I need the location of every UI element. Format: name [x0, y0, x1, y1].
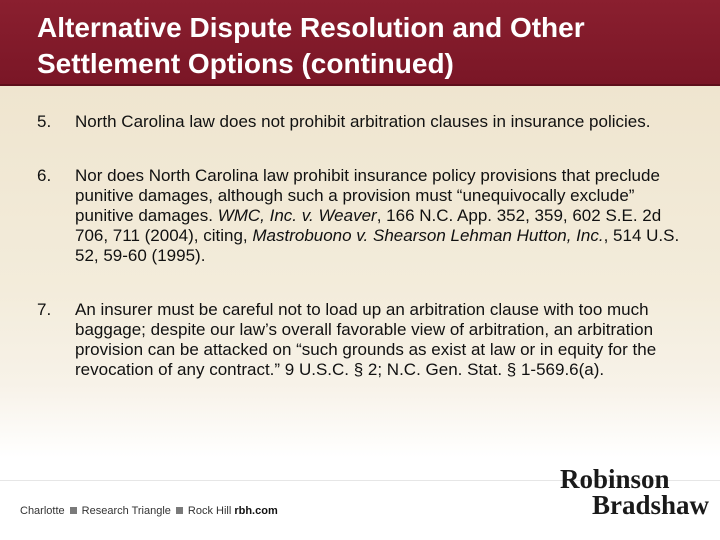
slide-title	[37, 10, 707, 82]
item-text-part-b: , 166 N.C. App. 352, 359, 602 S.E. 2d 706, 711 (2004), citing,	[75, 206, 662, 245]
item-number: 7.	[37, 300, 52, 319]
item-text: North Carolina law does not prohibit arbitration clauses in insurance policies.	[75, 112, 651, 131]
item-number: 6.	[37, 166, 52, 185]
logo-line-1: Robinson	[560, 464, 670, 494]
city-rock-hill: Rock Hill	[187, 505, 232, 517]
item-text-part-c: , 514 U.S. 52, 59-60 (1995).	[75, 226, 680, 265]
title-bar	[0, 0, 720, 86]
bullet-square-icon	[70, 507, 77, 514]
item-text	[75, 166, 685, 266]
item-number: 5.	[37, 112, 52, 131]
item-text-part-a: Nor does North Carolina law prohibit insurance policy provisions that preclude punitive damages, although such a provision must “unequivocally exclude” punitive damages.	[75, 166, 660, 225]
case-citation-1: WMC, Inc. v. Weaver	[217, 206, 377, 225]
logo-line-2: Bradshaw	[592, 490, 710, 520]
item-text: An insurer must be careful not to load up an arbitration clause with too much baggage; despite our law’s overall favorable view of arbitration, an arbitration provision can be attacked on “such grounds as exist at law or in equity for the revocation of any contract.” 9 U.S.C. § 2; N.C. Gen. Stat. § 1-569.6(a).	[75, 300, 657, 379]
city-charlotte: Charlotte	[20, 505, 65, 517]
footer-locations	[20, 505, 278, 517]
city-research-triangle: Research Triangle	[81, 505, 171, 517]
website-link[interactable]: rbh.com	[234, 505, 278, 517]
title-line-2: Settlement Options (continued)	[37, 48, 454, 79]
case-citation-2: Mastrobuono v. Shearson Lehman Hutton, Inc.	[252, 226, 604, 245]
title-line-1: Alternative Dispute Resolution and Other	[37, 12, 585, 43]
bullet-square-icon	[176, 507, 183, 514]
slide-content	[0, 86, 720, 458]
